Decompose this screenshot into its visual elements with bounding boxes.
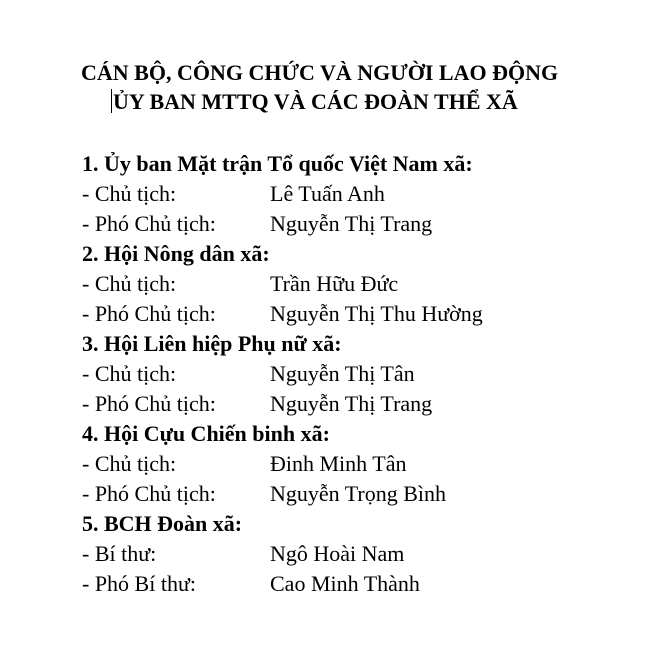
member-name: Nguyễn Thị Trang — [270, 211, 433, 236]
member-row — [82, 479, 642, 509]
member-name: Nguyễn Thị Trang — [270, 391, 433, 416]
member-role: - Chủ tịch: — [82, 451, 177, 476]
member-row — [82, 209, 642, 239]
section-heading-phu-nu: 3. Hội Liên hiệp Phụ nữ xã: — [82, 331, 342, 356]
member-name: Nguyễn Thị Tân — [270, 361, 415, 386]
member-row — [82, 389, 642, 419]
member-role: - Phó Chủ tịch: — [82, 211, 216, 236]
member-name: Đinh Minh Tân — [270, 451, 407, 476]
section-heading-doan: 5. BCH Đoàn xã: — [82, 511, 243, 536]
member-row — [82, 359, 642, 389]
member-row — [82, 569, 642, 599]
member-role: - Bí thư: — [82, 541, 157, 566]
section-heading-cuu-chien-binh: 4. Hội Cựu Chiến binh xã: — [82, 421, 330, 446]
member-role: - Chủ tịch: — [82, 181, 177, 206]
member-row — [82, 449, 642, 479]
member-name: Cao Minh Thành — [270, 571, 420, 596]
member-role: - Phó Chủ tịch: — [82, 301, 216, 326]
org-list — [82, 149, 642, 599]
member-row — [82, 179, 642, 209]
member-name: Nguyễn Thị Thu Hường — [270, 301, 483, 326]
text-cursor — [111, 89, 112, 113]
member-role: - Phó Chủ tịch: — [82, 391, 216, 416]
member-row — [82, 269, 642, 299]
document-title-line-2-wrapper — [111, 89, 518, 115]
section-heading-mttq: 1. Ủy ban Mặt trận Tổ quốc Việt Nam xã: — [82, 151, 473, 176]
member-name: Nguyễn Trọng Bình — [270, 481, 447, 506]
member-row — [82, 539, 642, 569]
document-title-line-1: CÁN BỘ, CÔNG CHỨC VÀ NGƯỜI LAO ĐỘNG — [81, 60, 559, 85]
document-title-line-2: ỦY BAN MTTQ VÀ CÁC ĐOÀN THỂ XÃ — [113, 89, 518, 114]
member-name: Lê Tuấn Anh — [270, 181, 385, 206]
member-role: - Phó Bí thư: — [82, 571, 196, 596]
member-row — [82, 299, 642, 329]
member-role: - Chủ tịch: — [82, 361, 177, 386]
member-role: - Chủ tịch: — [82, 271, 177, 296]
member-name: Trần Hữu Đức — [270, 271, 399, 296]
member-name: Ngô Hoài Nam — [270, 541, 405, 566]
section-heading-nong-dan: 2. Hội Nông dân xã: — [82, 241, 270, 266]
member-role: - Phó Chủ tịch: — [82, 481, 216, 506]
